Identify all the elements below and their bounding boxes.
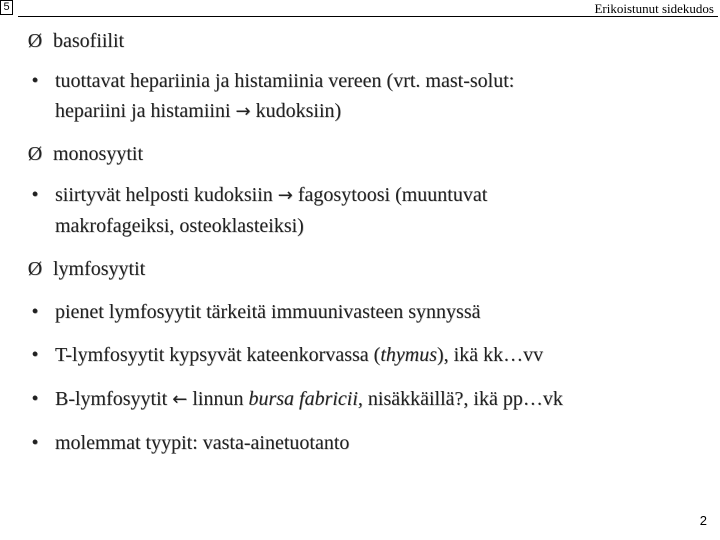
list-text: nisäkkäillä?, ikä pp…vk <box>367 388 563 410</box>
list-text: B-lymfosyytit <box>55 388 168 410</box>
heading-monosyytit: monosyytit <box>53 143 144 165</box>
list-text: siirtyvät helposti kudoksiin <box>55 184 273 206</box>
left-arrow-icon: ← <box>172 389 188 410</box>
list-text: fagosytoosi (muuntuvat <box>297 184 488 206</box>
list-text: kudoksiin) <box>255 100 342 122</box>
list-text: linnun <box>192 388 244 410</box>
bullet-icon: • <box>31 344 39 366</box>
slide-number: 5 <box>0 0 13 15</box>
heading-lymfosyytit: lymfosyytit <box>53 258 146 280</box>
arrow-bullet-icon: Ø <box>27 258 43 280</box>
list-text: ), ikä kk…vv <box>436 344 544 366</box>
list-text: tuottavat hepariinia ja histamiinia vereen (vrt. mast-solut: <box>55 70 515 92</box>
bullet-icon: • <box>31 184 39 206</box>
page-number: 2 <box>699 513 707 528</box>
list-text-italic: bursa fabricii, <box>248 388 363 410</box>
list-text: makrofageiksi, osteoklasteiksi) <box>55 215 304 237</box>
list-text-italic: thymus <box>380 344 437 366</box>
header-title: Erikoistunut sidekudos <box>594 1 714 16</box>
list-text: hepariini ja histamiini <box>55 100 231 122</box>
bullet-icon: • <box>31 301 39 323</box>
list-text: pienet lymfosyytit tärkeitä immuunivasteen synnyssä <box>55 301 481 323</box>
bullet-icon: • <box>31 432 39 454</box>
bullet-icon: • <box>31 388 39 410</box>
right-arrow-icon: → <box>277 185 293 206</box>
arrow-bullet-icon: Ø <box>27 30 43 52</box>
heading-basofiilit: basofiilit <box>53 30 125 52</box>
list-text: T-lymfosyytit kypsyvät kateenkorvassa ( <box>55 344 381 366</box>
arrow-bullet-icon: Ø <box>27 143 43 165</box>
right-arrow-icon: → <box>235 101 251 122</box>
bullet-icon: • <box>31 70 39 92</box>
list-text: molemmat tyypit: vasta-ainetuotanto <box>55 432 350 454</box>
